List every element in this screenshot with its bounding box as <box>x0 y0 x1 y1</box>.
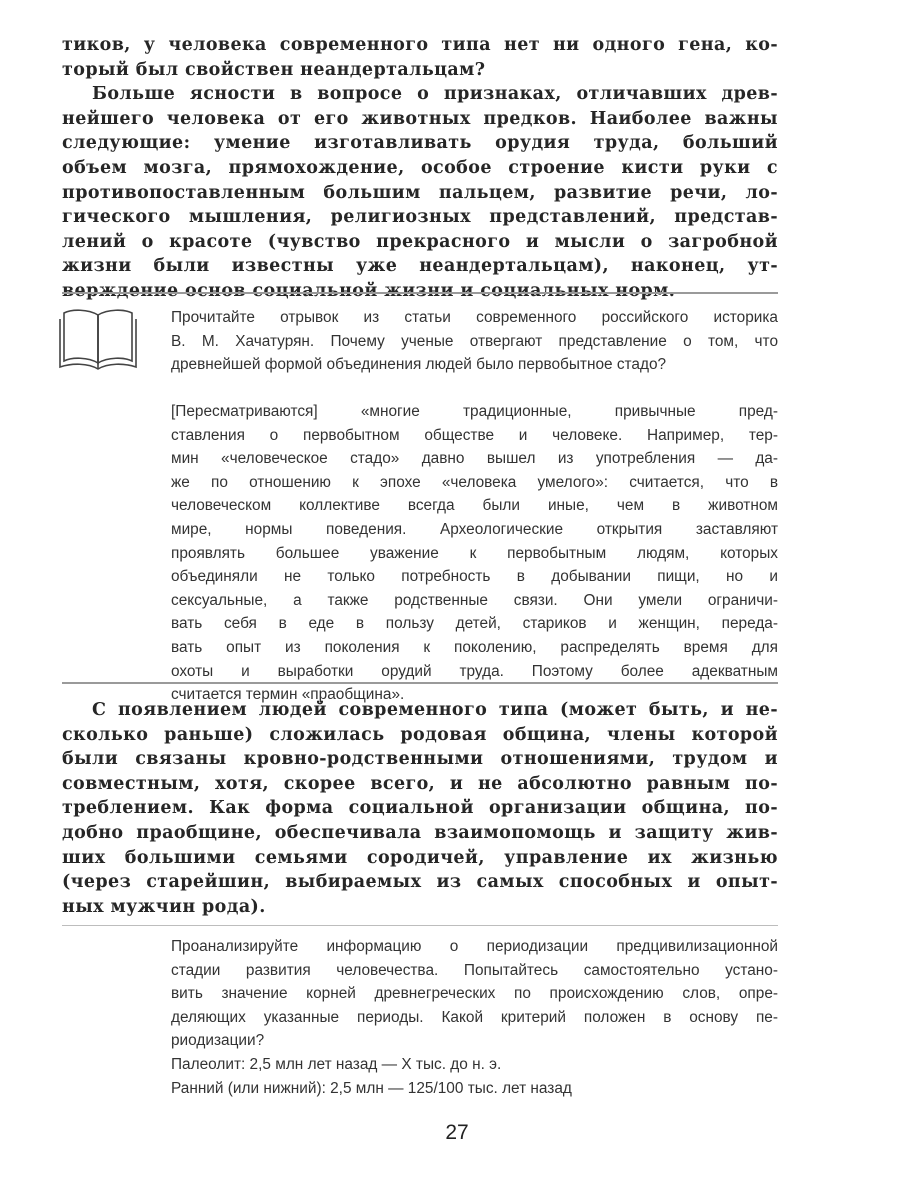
text-line: древнейшей формой объединения людей было первобытное стадо? <box>171 356 667 374</box>
main-text-middle <box>62 698 778 919</box>
text-line: гического мышления, религиозных представлений, представ- <box>62 207 778 228</box>
text-line: вать себя в еде в пользу детей, стариков и женщин, переда- <box>171 615 778 633</box>
reading-task <box>171 306 778 377</box>
divider <box>62 292 778 294</box>
text-line: В. М. Хачатурян. Почему ученые отвергают представление о том, что <box>171 332 778 350</box>
text-line: охоты и выработки орудий труда. Поэтому более адекватным <box>171 662 778 680</box>
text-line: объединяли не только потребность в добывании пищи, но и <box>171 568 778 586</box>
text-line: Больше ясности в вопросе о признаках, отличавших древ- <box>92 84 778 105</box>
periods-list <box>171 1053 778 1100</box>
text-line: стадии развития человечества. Попытайтесь самостоятельно устано- <box>171 961 778 979</box>
text-line: проявлять большее уважение к первобытным людям, которых <box>171 544 778 562</box>
divider <box>62 682 778 684</box>
text-line: тиков, у человека современного типа нет ни одного гена, ко- <box>62 35 778 55</box>
text-line: сексуальные, а также родственные связи. Они умели ограничи- <box>171 591 778 609</box>
text-line: (через старейшин, выбираемых из самых способных и опыт- <box>62 872 778 893</box>
divider <box>62 925 778 926</box>
text-line: верждение основ социальной жизни и социальных норм. <box>62 280 676 301</box>
text-line: треблением. Как форма социальной организации община, по- <box>62 798 778 819</box>
text-line: Проанализируйте информацию о периодизации предцивилизационной <box>171 938 778 955</box>
text-line: противопоставленным большим пальцем, развитие речи, ло- <box>62 182 778 203</box>
text-line: С появлением людей современного типа (может быть, и не- <box>92 700 778 720</box>
text-line: вить значение корней древнегреческих по происхождению слов, опре- <box>171 985 778 1003</box>
text-line: деляющих указанные периоды. Какой критерий положен в основу пе- <box>171 1008 778 1026</box>
main-text-top <box>62 33 778 304</box>
text-line: Прочитайте отрывок из статьи современного российского историка <box>171 309 778 326</box>
analysis-task <box>171 935 778 1053</box>
text-line: торый был свойствен неандертальцам? <box>62 59 486 80</box>
text-line: совместным, хотя, скорее всего, и не абсолютно равным по- <box>62 773 778 794</box>
text-line: следующие: умение изготавливать орудия труда, больший <box>62 133 778 154</box>
page-number: 27 <box>445 1121 469 1144</box>
text-line: сколько раньше) сложилась родовая община, члены которой <box>62 724 778 745</box>
text-line: ных мужчин рода). <box>62 896 266 917</box>
text-line: человеческом коллективе всегда были иные, чем в животном <box>171 497 778 515</box>
text-line: же по отношению к эпохе «человека умелого»: считается, что в <box>171 473 778 491</box>
text-line: Палеолит: 2,5 млн лет назад — X тыс. до н. э. <box>171 1056 502 1073</box>
historian-quote <box>171 400 778 707</box>
text-line: ших большими семьями сородичей, управление их жизнью <box>62 847 778 868</box>
text-line: вать опыт из поколения к поколению, распределять время для <box>171 638 778 656</box>
text-line: ставления о первобытном обществе и человеке. Например, тер- <box>171 426 778 444</box>
text-line: объем мозга, прямохождение, особое строение кисти руки с <box>62 157 778 178</box>
text-line: [Пересматриваются] «многие традиционные, привычные пред- <box>171 403 778 420</box>
book-icon <box>58 305 138 373</box>
text-line: нейшего человека от его животных предков. Наиболее важны <box>62 108 778 129</box>
text-line: лений о красоте (чувство прекрасного и мысли о загробной <box>62 231 778 252</box>
text-line: Ранний (или нижний): 2,5 млн — 125/100 тыс. лет назад <box>171 1079 572 1097</box>
text-line: мин «человеческое стадо» давно вышел из употребления — да- <box>171 450 778 468</box>
text-line: жизни были известны уже неандертальцам), наконец, ут- <box>62 256 778 277</box>
text-line: добно праобщине, обеспечивала взаимопомощь и защиту жив- <box>62 822 778 843</box>
text-line: мире, нормы поведения. Археологические открытия заставляют <box>171 520 778 538</box>
text-line: были связаны кровно-родственными отношениями, трудом и <box>62 749 778 770</box>
text-line: риодизации? <box>171 1032 265 1050</box>
text-line: считается термин «праобщина». <box>171 686 405 704</box>
